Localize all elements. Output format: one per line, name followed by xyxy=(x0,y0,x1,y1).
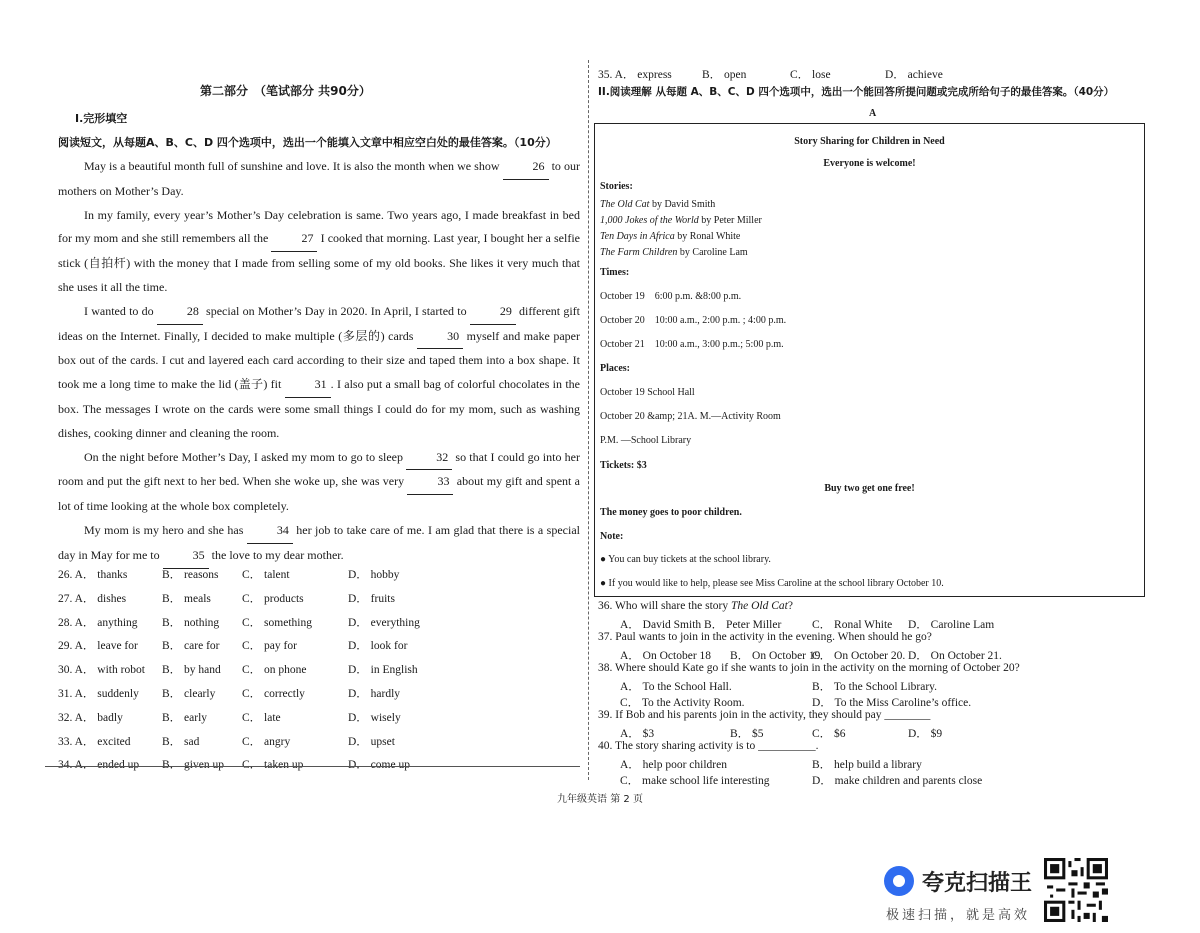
question-text: 37. Paul wants to join in the activity in the evening. When should he go? xyxy=(598,631,932,644)
passage-text: On the night before Mother’s Day, I asked my mom to go to sleep xyxy=(84,449,407,464)
option-choice[interactable]: D． fruits xyxy=(348,592,395,605)
time-slots: 6:00 p.m. &8:00 p.m. xyxy=(654,291,742,302)
passage-text: I cooked that morning. Last year, I bought her a selfie stick (自拍杆) with the money that I made from selling some of my old books. She likes it very much that she uses it all the time. xyxy=(58,231,580,294)
option-row xyxy=(598,756,1158,772)
option-choice[interactable]: B． reasons xyxy=(162,569,219,581)
option-choice[interactable]: D． hobby xyxy=(348,569,400,581)
passage-text: the love to my dear mother. xyxy=(208,547,344,562)
option-choice[interactable]: A． On October 18 xyxy=(620,649,712,662)
stories-label: Stories: xyxy=(600,181,633,192)
brand-name: 夸克扫描王 xyxy=(922,871,1033,896)
option-choice[interactable]: B． early xyxy=(162,711,208,724)
time-item xyxy=(600,315,786,326)
places-label: Places: xyxy=(600,363,630,374)
reading-questions xyxy=(598,600,1158,787)
option-choice[interactable]: B． clearly xyxy=(162,687,216,700)
option-choice[interactable]: C． talent xyxy=(242,569,290,581)
option-choice[interactable]: 35. A． express xyxy=(598,69,672,81)
story-item xyxy=(600,231,740,242)
story-title: 1,000 Jokes of the World xyxy=(600,215,699,226)
option-choice[interactable]: D． hardly xyxy=(348,687,401,700)
section-title: 第二部分 （笔试部分 共90分） xyxy=(200,84,371,98)
passage-text: May is a beautiful month full of sunshine and love. It is also the month when we show xyxy=(84,159,503,173)
option-choice[interactable]: B． $5 xyxy=(730,727,764,740)
option-choice[interactable]: 34. A． ended up xyxy=(58,759,140,772)
option-choice[interactable]: B． nothing xyxy=(162,616,220,629)
option-choice[interactable]: C． taken up xyxy=(242,759,304,772)
option-choice[interactable]: A． David Smith B． Peter Miller xyxy=(620,618,782,631)
qr-code-icon xyxy=(1044,858,1108,922)
option-choice[interactable]: D． make children and parents close xyxy=(812,774,983,787)
passage-paragraph xyxy=(58,204,580,300)
option-choice[interactable]: C． lose xyxy=(790,69,831,81)
option-choice[interactable]: B． given up xyxy=(162,759,224,772)
option-choice[interactable]: D． upset xyxy=(348,735,395,748)
money-note: The money goes to poor children. xyxy=(600,507,742,518)
answer-blank[interactable]: 27 xyxy=(271,227,317,252)
story-item xyxy=(600,199,715,210)
option-choice[interactable]: B． To the School Library. xyxy=(812,680,938,693)
answer-blank[interactable]: 31 xyxy=(285,373,331,398)
passage-text: to our mothers on Mother’s Day. xyxy=(58,159,580,198)
option-row xyxy=(58,614,580,638)
cloze-instruction: 阅读短文，从每题A、B、C、D 四个选项中，选出一个能填入文章中相应空白处的最佳答案。（10分） xyxy=(58,136,557,149)
option-choice[interactable]: A． To the School Hall. xyxy=(620,680,732,693)
option-choice[interactable]: D． in English xyxy=(348,664,418,677)
option-row xyxy=(598,678,1158,694)
story-title: The Farm Children xyxy=(600,247,678,258)
cloze-options xyxy=(58,566,580,780)
story-author: by Caroline Lam xyxy=(677,247,748,258)
note-label: Note: xyxy=(600,531,624,542)
question-stem xyxy=(598,662,1158,678)
option-choice[interactable]: 28. A． anything xyxy=(58,616,138,629)
option-choice[interactable]: D． Caroline Lam xyxy=(908,618,995,631)
option-choice[interactable]: C． on phone xyxy=(242,664,307,677)
option-choice[interactable]: 29. A． leave for xyxy=(58,640,138,653)
place-item: P.M. —School Library xyxy=(600,435,692,446)
notice-box xyxy=(594,123,1145,597)
option-choice[interactable]: C． To the Activity Room. xyxy=(620,696,745,709)
passage-text: . I also put a small bag of colorful chocolates in the box. The messages I wrote on the cards were some small things I could do for my mom, such as washing dishes, cooking dinner and cleaning the room. xyxy=(58,377,580,440)
option-row xyxy=(598,772,1158,788)
stem-title: The Old Cat xyxy=(730,600,788,612)
passage-text: My mom is my hero and she has xyxy=(84,522,247,537)
passage-text: so that I could go into her room and put the gift next to her bed. When she woke up, she was very xyxy=(58,449,580,489)
time-date: October 19 xyxy=(600,291,645,302)
answer-blank[interactable]: 29 xyxy=(470,300,516,325)
time-date: October 21 xyxy=(600,339,645,350)
passage-paragraph xyxy=(58,446,580,519)
option-row xyxy=(598,616,1158,632)
option-row xyxy=(58,685,580,709)
passage-text: I wanted to do xyxy=(84,303,157,318)
passage-text: myself and make paper box out of the cards. I cut and layered each card according to their size and taped them into a box shape. It took me a long time to make the lid (盖子) fit xyxy=(58,328,580,392)
time-date: October 20 xyxy=(600,315,645,326)
option-row xyxy=(598,694,1158,710)
option-choice[interactable]: 33. A． excited xyxy=(58,735,131,748)
passage-text: about my gift and spent a lot of time looking at the whole box completely. xyxy=(58,474,580,514)
option-row xyxy=(58,733,580,757)
option-choice[interactable]: C． Ronal White xyxy=(812,618,893,631)
note-item: ● If you would like to help, please see Miss Caroline at the school library October 10. xyxy=(600,578,944,589)
reading-instruction: II.阅读理解 从每题 A、B、C、D 四个选项中，选出一个能回答所提问题或完成所给句子的最佳答案。（40分） xyxy=(598,86,1115,98)
divider-line xyxy=(45,766,580,767)
answer-blank[interactable]: 35 xyxy=(163,544,209,569)
question-stem xyxy=(598,631,1158,647)
story-item xyxy=(600,247,748,258)
note-item: ● You can buy tickets at the school library. xyxy=(600,554,771,565)
passage-text: different gift ideas on the Internet. Finally, I decided to make multiple (多层的) cards xyxy=(58,303,580,343)
option-choice[interactable]: B． care for xyxy=(162,640,220,653)
option-choice[interactable]: D． everything xyxy=(348,616,420,629)
option-choice[interactable]: C． angry xyxy=(242,735,291,748)
notice-title: Story Sharing for Children in Need xyxy=(794,136,945,147)
option-choice[interactable]: B． open xyxy=(702,69,747,81)
passage-text: her job to take care of me. I am glad that there is a special day in May for me to xyxy=(58,522,580,562)
place-item: October 20 &amp; 21A. M.—Activity Room xyxy=(600,411,781,422)
stem-text: ? xyxy=(787,600,793,612)
answer-blank[interactable]: 32 xyxy=(406,446,452,471)
option-choice[interactable]: D． On October 21. xyxy=(908,649,1002,662)
option-choice[interactable]: B． meals xyxy=(162,592,211,605)
option-choice[interactable]: 27. A． dishes xyxy=(58,592,127,605)
tickets-price: Tickets: $3 xyxy=(600,460,647,471)
brand-logo-icon xyxy=(884,866,914,896)
notice-subtitle: Everyone is welcome! xyxy=(823,158,916,169)
question-stem xyxy=(598,740,1158,756)
passage-paragraph xyxy=(58,300,580,446)
option-choice[interactable]: C． something xyxy=(242,616,312,629)
option-row xyxy=(598,725,1158,741)
place-item: October 19 School Hall xyxy=(600,387,695,398)
passage-paragraph xyxy=(58,519,580,569)
brand-slogan: 极速扫描，就是高效 xyxy=(886,908,1031,923)
story-title: The Old Cat xyxy=(600,199,650,210)
question-text xyxy=(598,600,793,612)
option-choice[interactable]: 32. A． badly xyxy=(58,711,123,724)
column-divider xyxy=(588,60,590,780)
time-item xyxy=(600,339,784,350)
question-text: 38. Where should Kate go if she wants to join in the activity on the morning of October 20? xyxy=(598,662,1020,675)
option-choice[interactable]: D． wisely xyxy=(348,711,401,724)
option-choice[interactable]: D． achieve xyxy=(885,69,943,81)
option-choice[interactable]: B． On October 19 xyxy=(730,649,821,662)
option-choice[interactable]: B． by hand xyxy=(162,664,221,677)
option-choice[interactable]: C． make school life interesting xyxy=(620,774,770,787)
answer-blank[interactable]: 33 xyxy=(407,470,453,495)
option-choice[interactable]: C． products xyxy=(242,592,304,605)
option-choice[interactable]: C． On October 20. xyxy=(812,649,906,662)
time-slots: 10:00 a.m., 3:00 p.m.; 5:00 p.m. xyxy=(654,339,784,350)
option-row xyxy=(58,566,580,590)
answer-blank[interactable]: 26 xyxy=(503,155,549,180)
option-choice[interactable]: D． come up xyxy=(348,759,410,772)
option-choice[interactable]: A． $3 xyxy=(620,727,655,740)
option-row xyxy=(58,709,580,733)
option-choice[interactable]: B． help build a library xyxy=(812,758,922,771)
story-author: by Peter Miller xyxy=(698,215,762,226)
passage-text: In my family, every year’s Mother’s Day celebration is same. Two years ago, I made breakfast in bed for my mom and she still remembers all the xyxy=(58,207,580,246)
subsection-title: I.完形填空 xyxy=(75,112,128,125)
option-choice[interactable]: D． look for xyxy=(348,640,408,653)
option-choice[interactable]: D． $9 xyxy=(908,727,943,740)
question-text: 39. If Bob and his parents join in the activity, they should pay ________ xyxy=(598,709,931,722)
option-row xyxy=(58,756,580,780)
option-choice[interactable]: C． correctly xyxy=(242,687,305,700)
passage-letter: A xyxy=(869,108,877,119)
answer-blank[interactable]: 34 xyxy=(247,519,293,544)
story-author: by David Smith xyxy=(649,199,716,210)
answer-blank[interactable]: 28 xyxy=(157,300,203,325)
answer-blank[interactable]: 30 xyxy=(417,325,463,350)
cloze-passage xyxy=(58,155,580,569)
story-title: Ten Days in Africa xyxy=(600,231,675,242)
option-row xyxy=(58,637,580,661)
story-author: by Ronal White xyxy=(674,231,741,242)
option-row xyxy=(58,661,580,685)
option-choice[interactable]: 26. A． thanks xyxy=(58,569,128,581)
option-choice[interactable]: B． sad xyxy=(162,735,200,748)
time-item xyxy=(600,291,741,302)
option-choice[interactable]: C． pay for xyxy=(242,640,297,653)
question-stem xyxy=(598,709,1158,725)
option-choice[interactable]: A． help poor children xyxy=(620,758,727,771)
time-slots: 10:00 a.m., 2:00 p.m. ; 4:00 p.m. xyxy=(654,315,787,326)
passage-text: special on Mother’s Day in 2020. In April, I started to xyxy=(202,303,470,318)
question-text: 40. The story sharing activity is to __________. xyxy=(598,740,819,753)
option-row xyxy=(58,590,580,614)
option-row xyxy=(598,647,1158,663)
page-footer: 九年级英语 第 2 页 xyxy=(557,794,643,805)
option-choice[interactable]: 30. A． with robot xyxy=(58,664,145,677)
option-choice[interactable]: D． To the Miss Caroline’s office. xyxy=(812,696,972,709)
times-label: Times: xyxy=(600,267,630,278)
story-item xyxy=(600,215,762,226)
option-choice[interactable]: C． late xyxy=(242,711,281,724)
passage-paragraph xyxy=(58,155,580,204)
option-choice[interactable]: 31. A． suddenly xyxy=(58,687,139,700)
ticket-offer: Buy two get one free! xyxy=(824,483,915,494)
stem-text: 36. Who will share the story xyxy=(598,600,731,612)
option-choice[interactable]: C． $6 xyxy=(812,727,846,740)
question-stem xyxy=(598,600,1158,616)
